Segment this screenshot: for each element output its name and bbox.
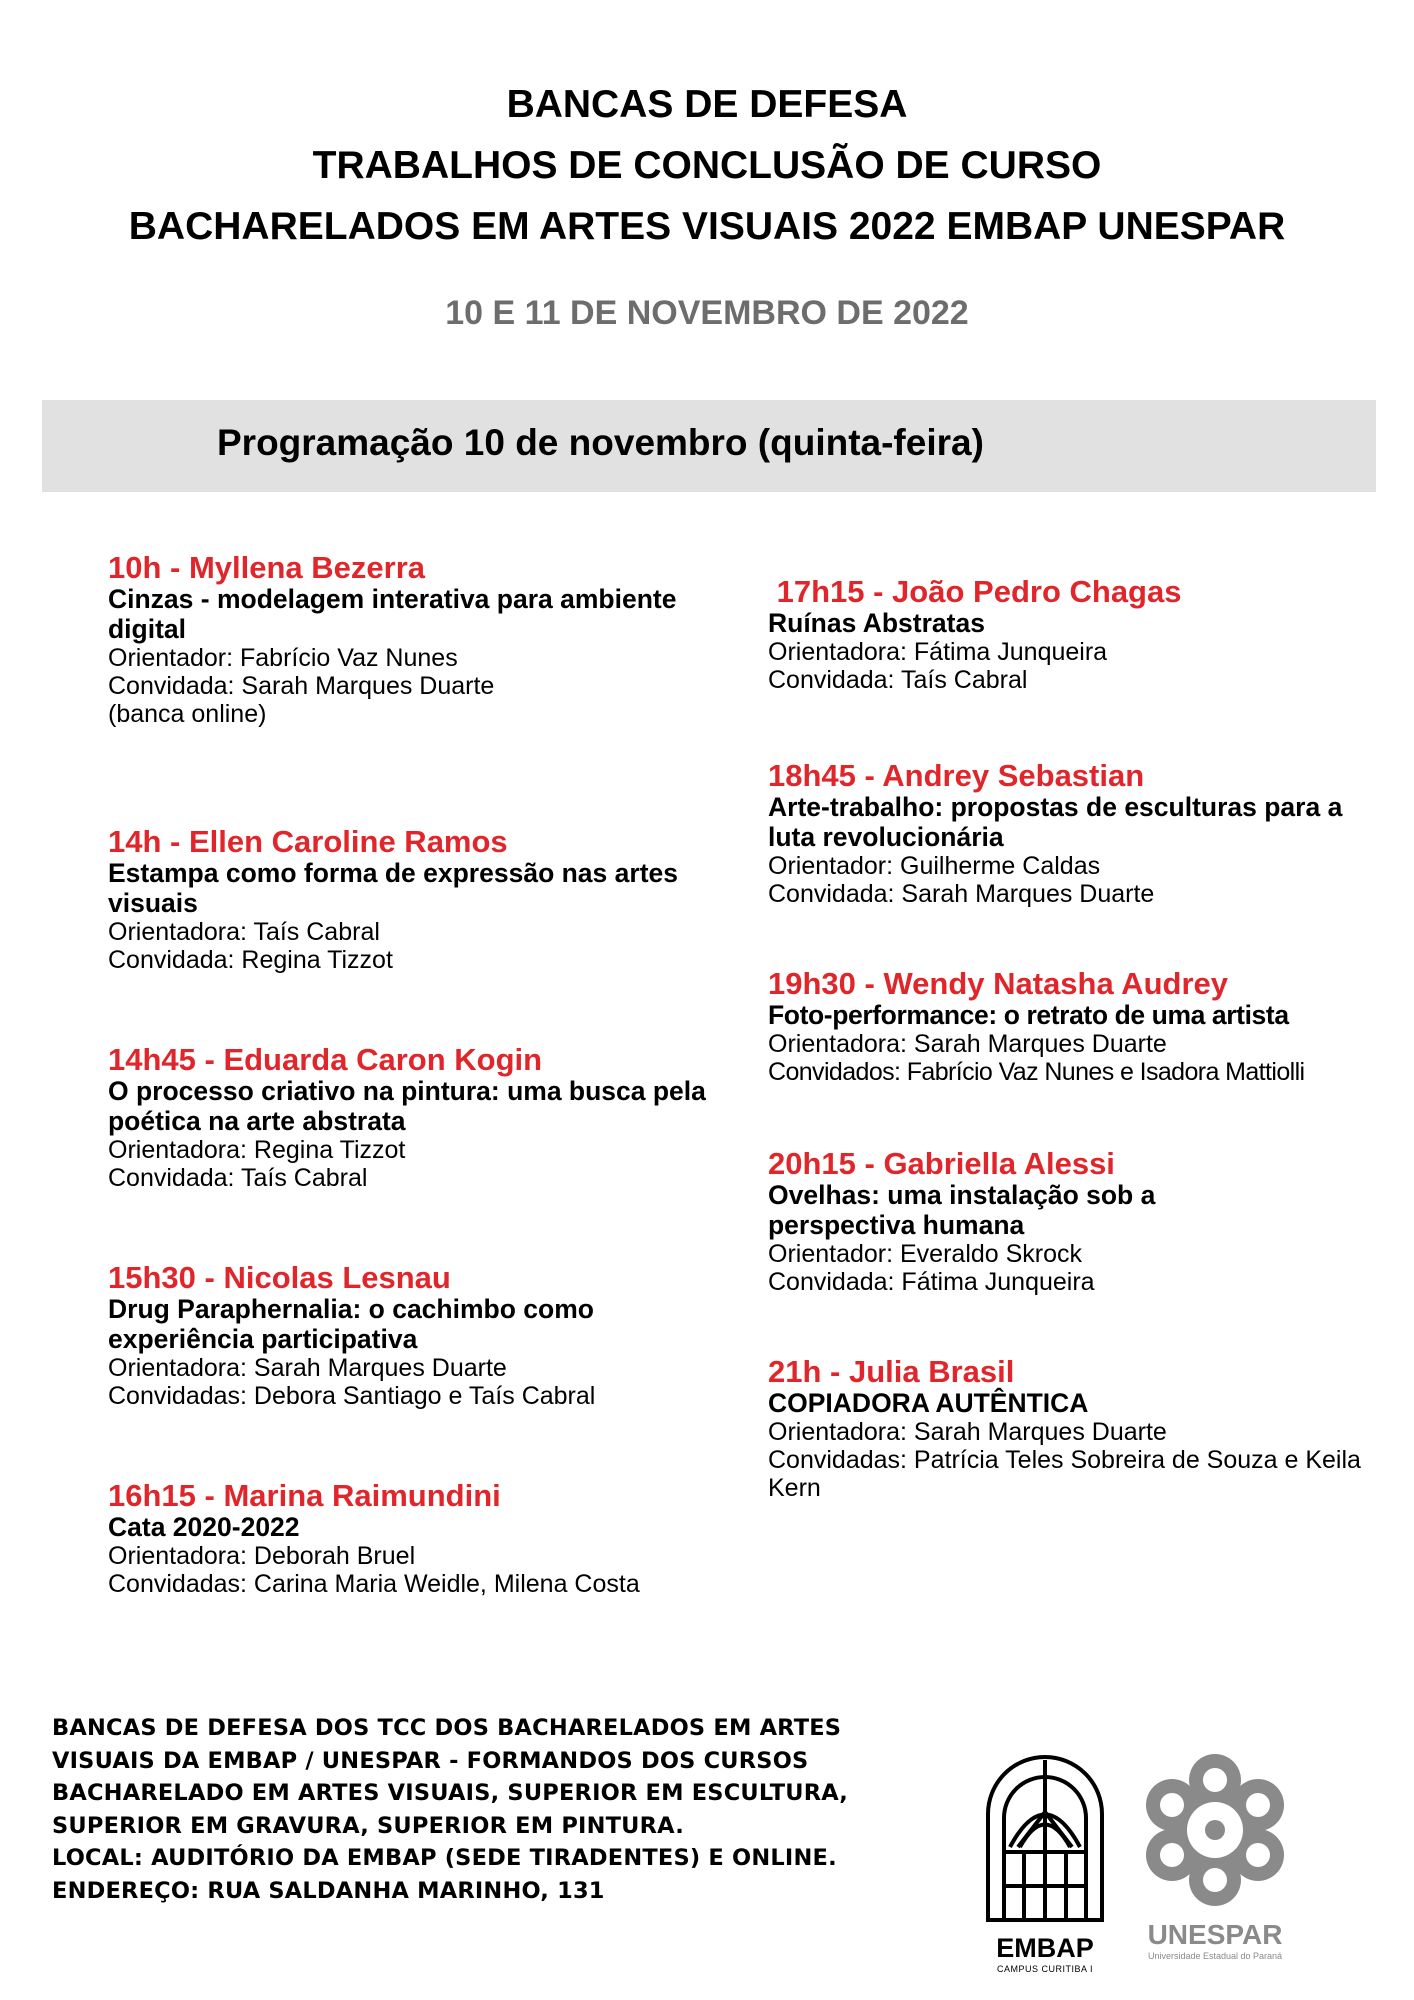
- footer-line: ENDEREÇO: RUA SALDANHA MARINHO, 131: [52, 1877, 605, 1904]
- schedule-entry: [108, 826, 728, 974]
- entry-advisor: Orientador: Fabrício Vaz Nunes: [108, 644, 458, 672]
- title-line: TRABALHOS DE CONCLUSÃO DE CURSO: [312, 144, 1102, 187]
- section-title: Programação 10 de novembro (quinta-feira): [217, 422, 984, 463]
- entry-guest: Convidadas: Carina Maria Weidle, Milena Costa: [108, 1570, 640, 1598]
- entry-time-name: 14h45 - Eduarda Caron Kogin: [108, 1042, 543, 1077]
- entry-work-title: Ruínas Abstratas: [768, 608, 985, 638]
- entry-advisor: Orientadora: Sarah Marques Duarte: [768, 1030, 1167, 1058]
- schedule-entry: [108, 552, 728, 728]
- entry-guest: Convidadas: Patrícia Teles Sobreira de Souza e Keila Kern: [768, 1446, 1361, 1502]
- entry-advisor: Orientador: Guilherme Caldas: [768, 852, 1101, 880]
- entry-time-name: 10h - Myllena Bezerra: [108, 550, 426, 585]
- footer-description: [52, 1712, 912, 1907]
- entry-guest: Convidada: Taís Cabral: [108, 1164, 368, 1192]
- entry-guest: Convidada: Sarah Marques Duarte: [108, 672, 495, 700]
- entry-work-title: Drug Paraphernalia: o cachimbo como experiência participativa: [108, 1294, 594, 1354]
- unespar-logo: [1130, 1752, 1300, 1961]
- entry-time-name: 16h15 - Marina Raimundini: [108, 1478, 501, 1513]
- schedule-entry: [768, 760, 1388, 908]
- entry-work-title: Arte-trabalho: propostas de esculturas para a luta revolucionária: [768, 792, 1343, 852]
- footer-line: VISUAIS DA EMBAP / UNESPAR - FORMANDOS DOS CURSOS: [52, 1747, 809, 1774]
- schedule-entry: [108, 1044, 728, 1192]
- footer-line: LOCAL: AUDITÓRIO DA EMBAP (SEDE TIRADENTES) E ONLINE.: [52, 1845, 837, 1871]
- entry-work-title: Cinzas - modelagem interativa para ambiente digital: [108, 584, 677, 644]
- entry-guest: Convidada: Taís Cabral: [768, 666, 1028, 694]
- footer-line: BANCAS DE DEFESA DOS TCC DOS BACHARELADOS EM ARTES: [52, 1715, 842, 1741]
- entry-guest: Convidada: Regina Tizzot: [108, 946, 393, 974]
- document-title: [0, 74, 1414, 257]
- schedule-entry: [108, 1480, 728, 1598]
- unespar-flower-icon: [1130, 1752, 1300, 1912]
- entry-time-name: 21h - Julia Brasil: [768, 1354, 1015, 1389]
- entry-advisor: Orientador: Everaldo Skrock: [768, 1240, 1083, 1268]
- entry-advisor: Orientadora: Sarah Marques Duarte: [768, 1418, 1167, 1446]
- entry-guest: Convidadas: Debora Santiago e Taís Cabral: [108, 1382, 596, 1410]
- schedule-entry: [768, 1356, 1388, 1502]
- entry-time-name: 20h15 - Gabriella Alessi: [768, 1146, 1115, 1181]
- section-header-band: [42, 400, 1376, 492]
- entry-advisor: Orientadora: Sarah Marques Duarte: [108, 1354, 507, 1382]
- entry-time-name: 15h30 - Nicolas Lesnau: [108, 1260, 451, 1295]
- embap-logo-subtext: CAMPUS CURITIBA I: [996, 1964, 1093, 1974]
- embap-logo-text: EMBAP: [996, 1933, 1094, 1963]
- entry-advisor: Orientadora: Regina Tizzot: [108, 1136, 406, 1164]
- entry-time-name: 19h30 - Wendy Natasha Audrey: [768, 966, 1228, 1001]
- entry-work-title: Cata 2020-2022: [108, 1512, 300, 1542]
- entry-time-name: 18h45 - Andrey Sebastian: [768, 758, 1145, 793]
- entry-work-title: Estampa como forma de expressão nas artes visuais: [108, 858, 678, 918]
- entry-work-title: Ovelhas: uma instalação sob a perspectiva humana: [768, 1180, 1156, 1240]
- schedule-entry: [108, 1262, 728, 1410]
- entry-note: (banca online): [108, 700, 267, 728]
- entry-work-title: Foto-performance: o retrato de uma artista: [768, 1000, 1289, 1030]
- entry-work-title: O processo criativo na pintura: uma busca pela poética na arte abstrata: [108, 1076, 706, 1136]
- entry-advisor: Orientadora: Fátima Junqueira: [768, 638, 1108, 666]
- entry-time-name: 17h15 - João Pedro Chagas: [768, 574, 1182, 609]
- title-line: BANCAS DE DEFESA: [506, 83, 908, 126]
- entry-advisor: Orientadora: Taís Cabral: [108, 918, 380, 946]
- title-line: BACHARELADOS EM ARTES VISUAIS 2022 EMBAP UNESPAR: [128, 205, 1286, 248]
- schedule-entry: [768, 576, 1388, 694]
- entry-work-title: COPIADORA AUTÊNTICA: [768, 1388, 1089, 1418]
- unespar-logo-text: UNESPAR: [1147, 1919, 1283, 1950]
- unespar-logo-subtext: Universidade Estadual do Paraná: [1147, 1951, 1283, 1961]
- embap-building-icon: [980, 1752, 1110, 1922]
- event-dates: 10 E 11 DE NOVEMBRO DE 2022: [445, 294, 969, 332]
- embap-logo: [980, 1752, 1110, 1974]
- entry-guest: Convidada: Sarah Marques Duarte: [768, 880, 1155, 908]
- entry-advisor: Orientadora: Deborah Bruel: [108, 1542, 416, 1570]
- entry-time-name: 14h - Ellen Caroline Ramos: [108, 824, 508, 859]
- entry-guest: Convidados: Fabrício Vaz Nunes e Isadora Mattiolli: [768, 1058, 1305, 1086]
- schedule-entry: [768, 968, 1388, 1086]
- footer-line: BACHARELADO EM ARTES VISUAIS, SUPERIOR EM ESCULTURA,: [52, 1780, 849, 1806]
- schedule-entry: [768, 1148, 1388, 1296]
- entry-guest: Convidada: Fátima Junqueira: [768, 1268, 1095, 1296]
- footer-line: SUPERIOR EM GRAVURA, SUPERIOR EM PINTURA.: [52, 1812, 684, 1839]
